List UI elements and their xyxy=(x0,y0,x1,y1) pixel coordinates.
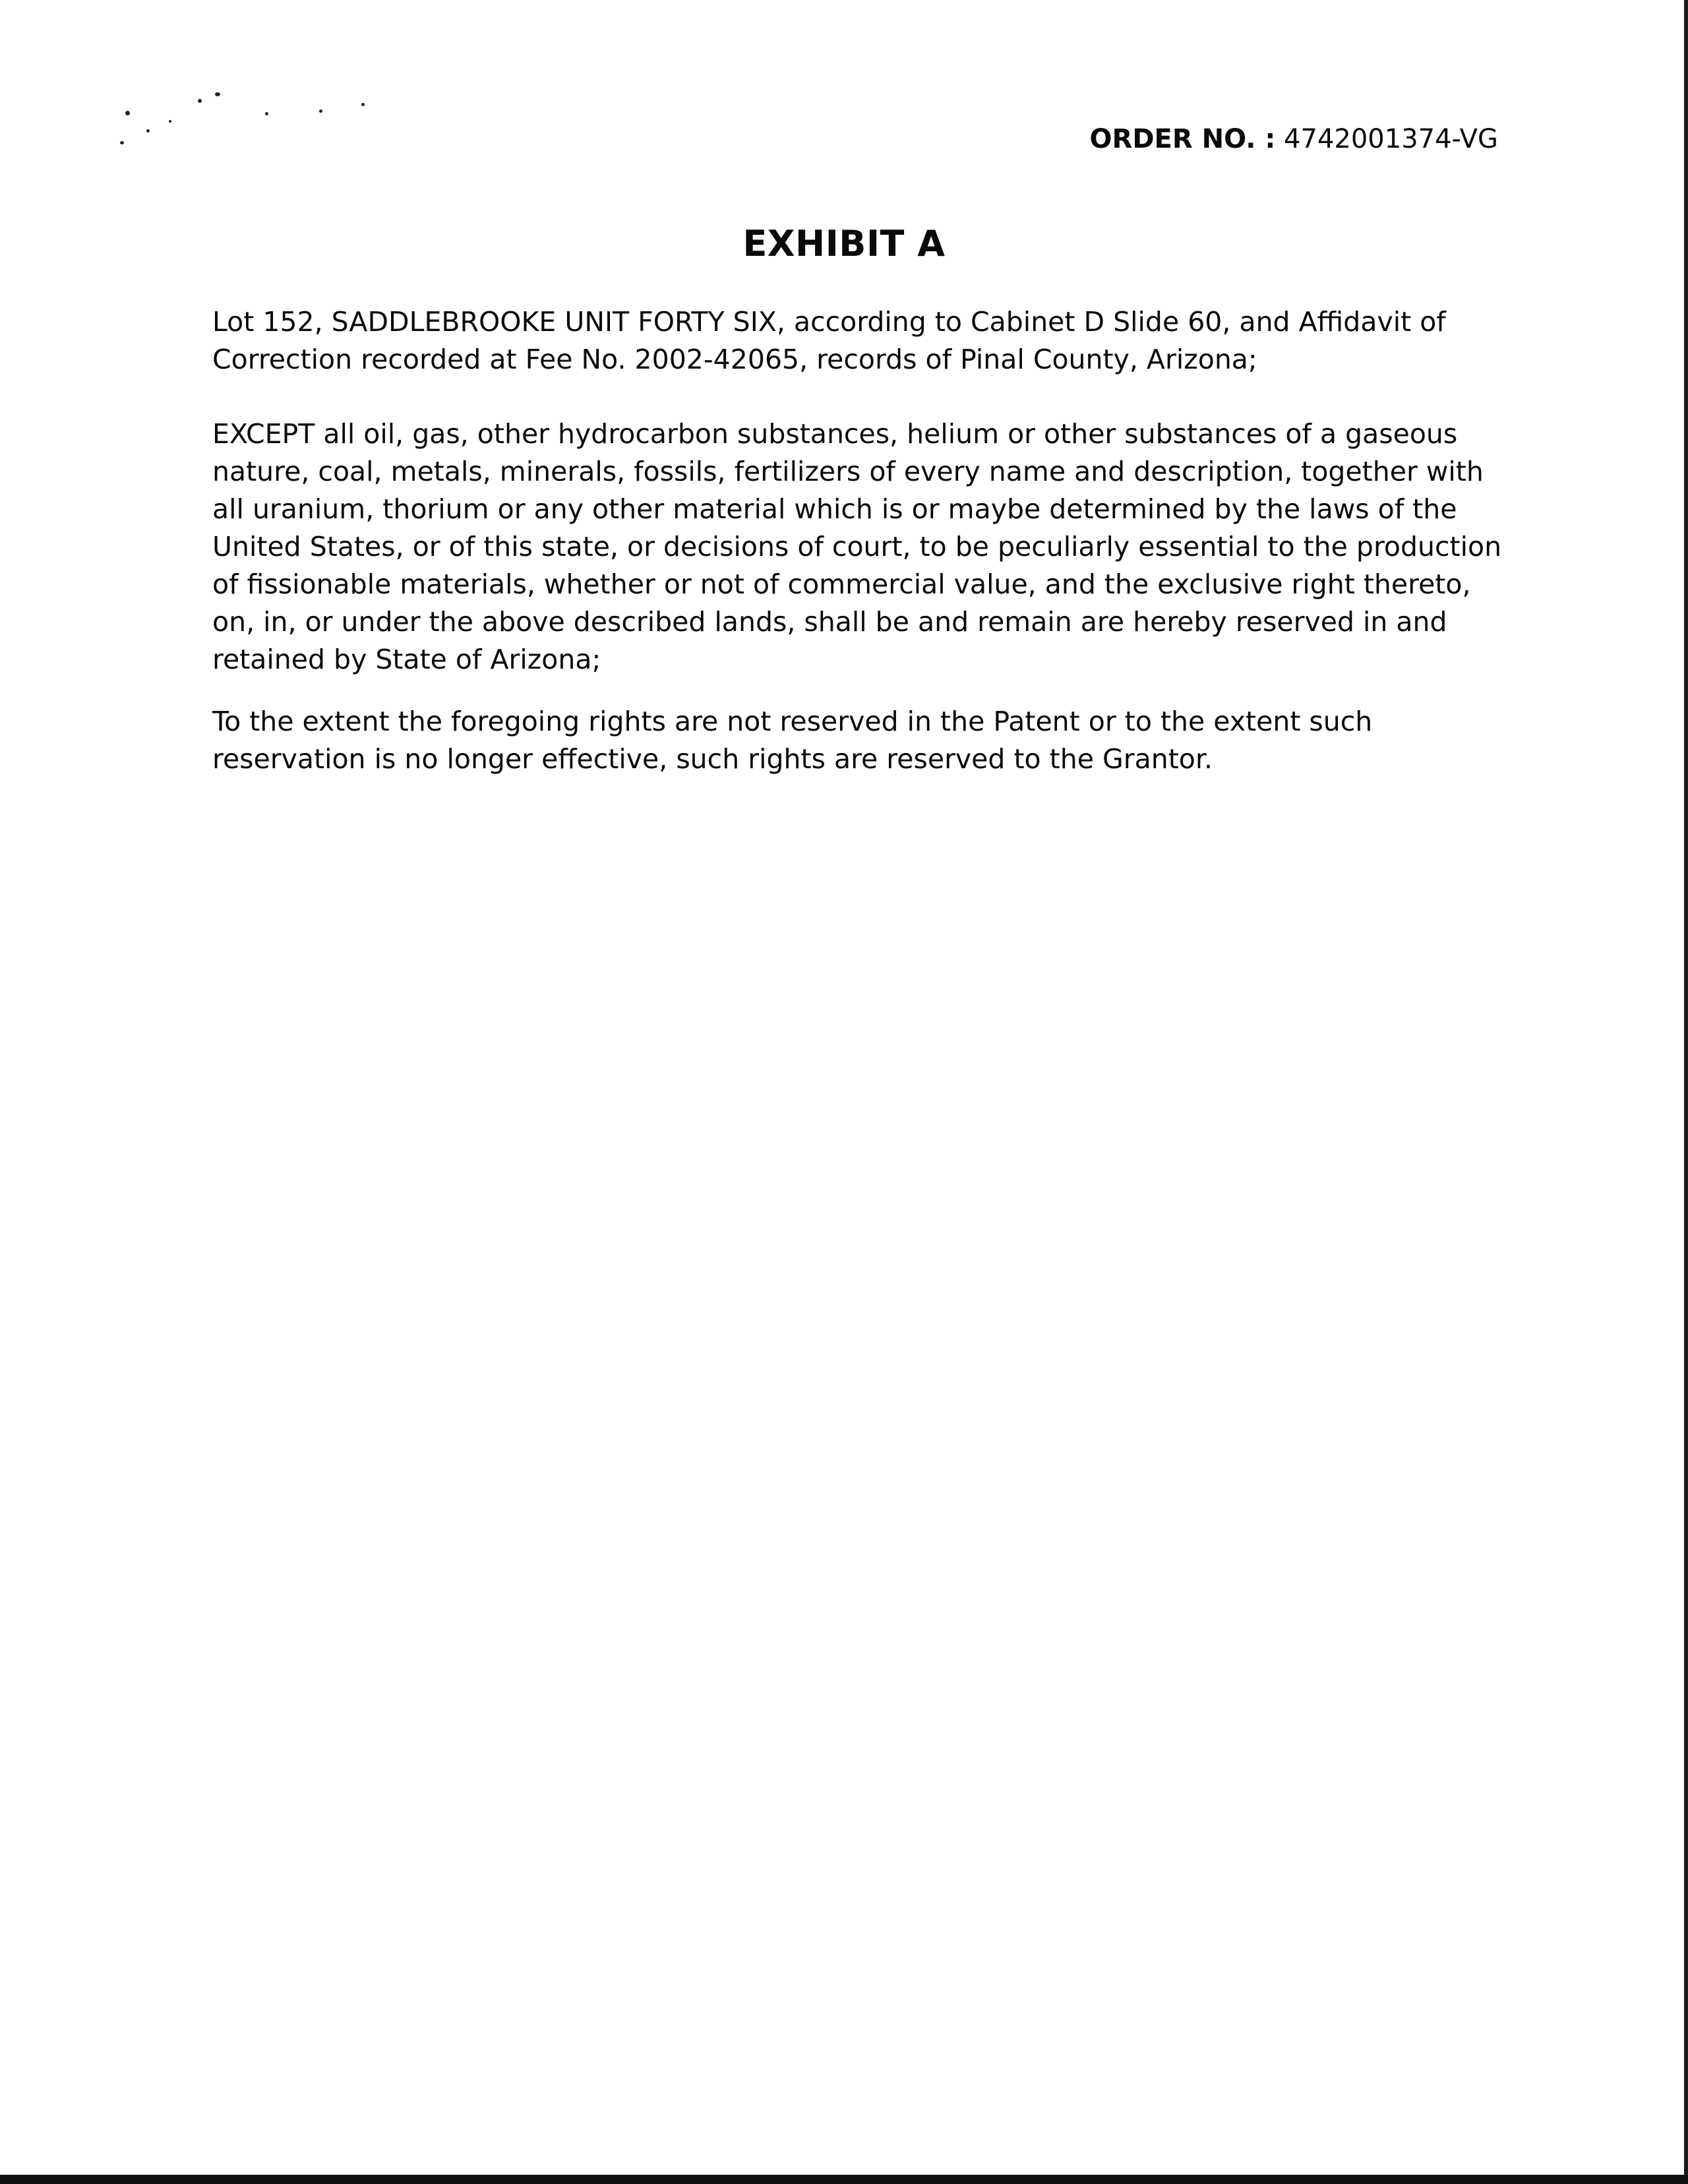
order-number-value: 4742001374-VG xyxy=(1284,124,1498,154)
scan-speck xyxy=(169,120,171,123)
scan-edge-bottom xyxy=(0,2175,1688,2184)
scan-edge-right xyxy=(1684,0,1688,2176)
order-number-label: ORDER NO. : xyxy=(1089,124,1276,154)
order-number-line xyxy=(1090,124,1498,154)
paragraph-text: To the extent the foregoing rights are not reserved in the Patent or to the extent such reservation is no longer effective, such rights are reserved to the Grantor. xyxy=(212,706,1373,775)
legal-description-paragraph xyxy=(212,303,1505,379)
scan-speck xyxy=(265,112,268,115)
exhibit-title: EXHIBIT A xyxy=(742,223,946,264)
scan-speck xyxy=(146,129,150,133)
paragraph-text: EXCEPT all oil, gas, other hydrocarbon substances, helium or other substances of a gaseous nature, coal, metals, minerals, fossils, fertilizers of every name and description, together with all uranium, thorium or any other material which is or maybe determined by the laws of the United States, or of this state, or decisions of court, to be peculiarly essential to the production of fissionable materials, whether or not of commercial value, and the exclusive right thereto, on, in, or under the above described lands, shall be and remain are hereby reserved in and retained by State of Arizona; xyxy=(212,418,1502,675)
mineral-exception-paragraph xyxy=(212,415,1505,679)
scan-speck xyxy=(125,111,130,115)
scan-speck xyxy=(120,141,124,144)
scan-speck xyxy=(215,92,220,96)
grantor-reservation-paragraph xyxy=(212,703,1505,778)
scan-speck xyxy=(319,109,322,113)
scan-speck xyxy=(198,99,202,103)
paragraph-text: Lot 152, SADDLEBROOKE UNIT FORTY SIX, according to Cabinet D Slide 60, and Affidavit of Correction recorded at Fee No. 2002-42065, records of Pinal County, Arizona; xyxy=(212,306,1446,375)
scan-speck xyxy=(361,103,365,106)
